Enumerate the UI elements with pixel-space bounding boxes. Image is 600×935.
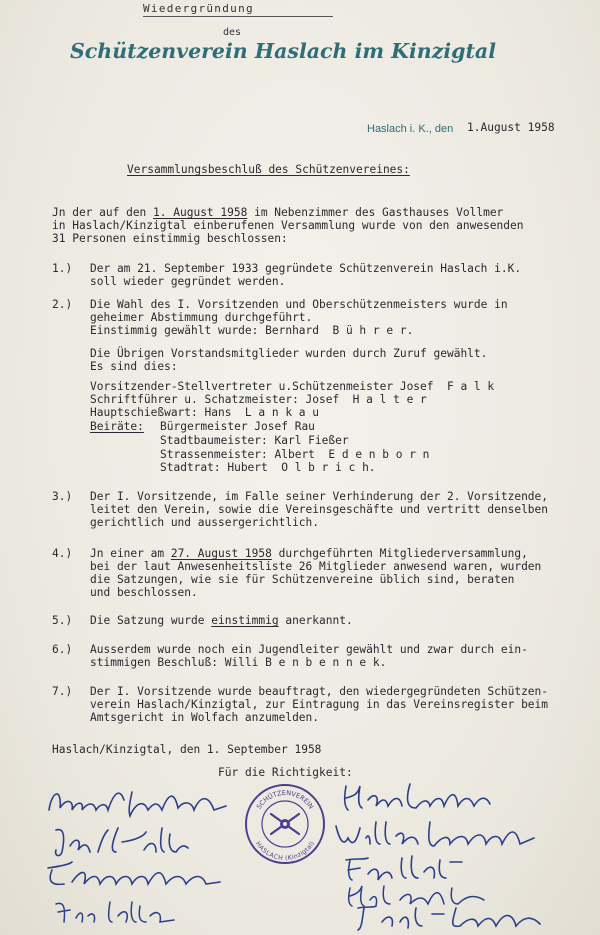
stamp-top-text: SCHÜTZENVEREIN xyxy=(254,788,316,811)
item-4-line-1: Jn einer am 27. August 1958 durchgeführten Mitgliederversammlung, xyxy=(90,547,528,560)
item-5-number: 5.) xyxy=(52,614,73,627)
beirat-2: Stadtbaumeister: Karl Fießer xyxy=(160,434,349,447)
header-des: des xyxy=(223,27,242,38)
signature-falk xyxy=(48,822,208,862)
item-5-line-1: Die Satzung wurde einstimmig anerkannt. xyxy=(90,614,353,627)
item-2-line-1: Die Wahl des I. Vorsitzenden und Oberschützenmeisters wurde in xyxy=(90,298,508,311)
stamp-bottom-text: HASLACH (Kinzigtal) xyxy=(253,840,317,863)
beirat-4: Stadtrat: Hubert O l b r i c h. xyxy=(160,461,376,474)
item-4-line-2: bei der laut Anwesenheitsliste 26 Mitglieder anwesend waren, wurden xyxy=(90,560,542,573)
closing-richtigkeit: Für die Richtigkeit: xyxy=(218,766,353,779)
item-7-line-1: Der I. Vorsitzende wurde beauftragt, den wiedergegründeten Schützen- xyxy=(90,685,549,698)
intro-line-2: in Haslach/Kinzigtal einberufenen Versammlung wurde von den anwesenden xyxy=(52,219,524,232)
intro-line-1: Jn der auf den 1. August 1958 im Nebenzimmer des Gasthauses Vollmer xyxy=(52,206,504,219)
signature-rau xyxy=(352,902,552,934)
closing-place-date: Haslach/Kinzigtal, den 1. September 1958 xyxy=(52,743,322,756)
board-intro-2: Es sind dies: xyxy=(90,360,178,373)
item-6-line-2: stimmigen Beschluß: Willi B e n b e n n e k. xyxy=(90,656,387,669)
club-stamp xyxy=(243,782,327,866)
item-3-line-3: gerichtlich und aussergerichtlich. xyxy=(90,516,320,529)
signature-lankau xyxy=(340,778,500,816)
beiraete-label: Beiräte: xyxy=(90,420,144,433)
item-2-number: 2.) xyxy=(52,298,73,311)
item-1-line-1: Der am 21. September 1933 gegründete Schützenverein Haslach i.K. xyxy=(90,262,522,275)
item-1-line-2: soll wieder gegründet werden. xyxy=(90,275,286,288)
item-3-line-2: leitet den Verein, sowie die Vereinsgeschäfte und vertritt denselben xyxy=(90,503,549,516)
beirat-1: Bürgermeister Josef Rau xyxy=(160,420,315,433)
item-2-line-2: geheimer Abstimmung durchgeführt. xyxy=(90,311,313,324)
board-row-1: Vorsitzender-Stellvertreter u.Schützenmeister Josef F a l k xyxy=(90,380,495,393)
item-1-number: 1.) xyxy=(52,262,73,275)
beirat-3: Strassenmeister: Albert E d e n b o r n xyxy=(160,448,430,461)
signature-halter xyxy=(52,896,182,930)
item-4-line-3: die Satzungen, wie sie für Schützenvereine üblich sind, beraten xyxy=(90,573,515,586)
svg-text:HASLACH (Kinzigtal) xyxy=(254,840,316,862)
item-7-number: 7.) xyxy=(52,685,73,698)
item-4-number: 4.) xyxy=(52,547,73,560)
signature-fiesser xyxy=(340,852,500,886)
item-7-line-3: Amtsgericht in Wolfach anzumelden. xyxy=(90,711,320,724)
signature-buehrer xyxy=(44,780,234,825)
item-3-number: 3.) xyxy=(52,490,73,503)
board-intro-1: Die Übrigen Vorstandsmitglieder wurden durch Zuruf gewählt. xyxy=(90,347,488,360)
header-underline xyxy=(143,16,333,17)
item-6-number: 6.) xyxy=(52,643,73,656)
item-2-line-3: Einstimmig gewählt wurde: Bernhard B ü h r e r. xyxy=(90,324,414,337)
item-6-line-1: Ausserdem wurde noch ein Jugendleiter gewählt und zwar durch ein- xyxy=(90,643,528,656)
document-heading: Versammlungsbeschluß des Schützenvereines: xyxy=(127,163,410,176)
board-row-2: Schriftführer u. Schatzmeister: Josef H a l t e r xyxy=(90,393,427,406)
letter-date: 1.August 1958 xyxy=(467,121,555,134)
signature-benbennek xyxy=(330,816,550,856)
header-wiedergruendung: Wiedergründung xyxy=(143,2,254,15)
letter-place: Haslach i. K., den xyxy=(367,123,454,135)
item-4-line-4: und beschlossen. xyxy=(90,586,198,599)
signature-edenborn xyxy=(42,858,232,894)
item-7-line-2: verein Haslach/Kinzigtal, zur Eintragung in das Vereinsregister beim xyxy=(90,698,549,711)
item-3-line-1: Der I. Vorsitzende, im Falle seiner Verhinderung der 2. Vorsitzende, xyxy=(90,490,549,503)
intro-line-3: 31 Personen einstimmig beschlossen: xyxy=(52,232,288,245)
board-row-3: Hauptschießwart: Hans L a n k a u xyxy=(90,406,320,419)
verein-title: Schützenverein Haslach im Kinzigtal xyxy=(70,39,496,63)
